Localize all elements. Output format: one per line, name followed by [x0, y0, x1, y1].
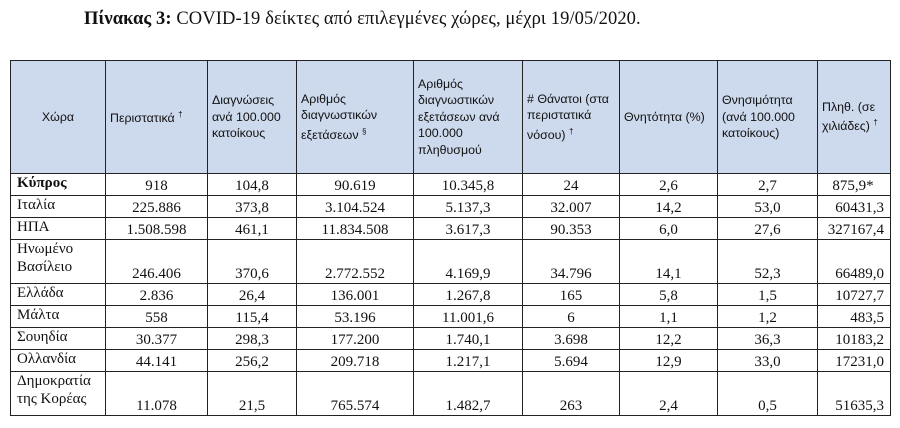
col-header-label: Αριθμός διαγνωστικών εξετάσεων	[301, 91, 378, 142]
value-cell: 26,4	[208, 284, 297, 306]
value-cell: 373,8	[208, 196, 297, 218]
country-cell: Σουηδία	[11, 328, 106, 350]
value-cell: 52,3	[718, 240, 818, 284]
value-cell: 21,5	[208, 372, 297, 416]
country-cell: Δημοκρατία της Κορέας	[11, 372, 106, 416]
col-header-cases	[106, 61, 208, 174]
value-cell: 90.353	[523, 218, 620, 240]
value-cell: 209.718	[297, 350, 414, 372]
col-header-label: Θνησιμότητα (ανά 100.000 κατοίκους)	[722, 93, 795, 141]
col-header-label: Διαγνώσεις ανά 100.000 κατοίκους	[212, 93, 281, 141]
value-cell: 6	[523, 306, 620, 328]
country-cell: Ιταλία	[11, 196, 106, 218]
country-cell	[11, 174, 106, 196]
value-cell: 0,5	[718, 372, 818, 416]
table-row	[11, 196, 891, 218]
value-cell: 27,6	[718, 218, 818, 240]
value-cell: 32.007	[523, 196, 620, 218]
col-header-country	[11, 61, 106, 174]
col-header-label: Πληθ. (σε χιλιάδες)	[822, 99, 876, 134]
country-cell: Ηνωμένο Βασίλειο	[11, 240, 106, 284]
value-cell: 5.694	[523, 350, 620, 372]
value-cell: 51635,3	[818, 372, 891, 416]
value-cell: 12,9	[620, 350, 718, 372]
value-cell: 44.141	[106, 350, 208, 372]
col-header-tests	[297, 61, 414, 174]
value-cell: 765.574	[297, 372, 414, 416]
value-cell: 10183,2	[818, 328, 891, 350]
col-header-tests-per-100k	[414, 61, 523, 174]
value-cell: 3.698	[523, 328, 620, 350]
col-header-label: # Θάνατοι (στα περιστατικά νόσου)	[527, 91, 609, 142]
value-cell: 1,2	[718, 306, 818, 328]
table-row	[11, 350, 891, 372]
table-row	[11, 240, 891, 284]
col-header-population	[818, 61, 891, 174]
value-cell: 246.406	[106, 240, 208, 284]
table-row	[11, 306, 891, 328]
country-cell: Μάλτα	[11, 306, 106, 328]
value-cell: 14,1	[620, 240, 718, 284]
value-cell: 10.345,8	[414, 174, 523, 196]
value-cell: 53.196	[297, 306, 414, 328]
col-header-deaths	[523, 61, 620, 174]
table-row	[11, 218, 891, 240]
value-cell: 1,5	[718, 284, 818, 306]
value-cell: 225.886	[106, 196, 208, 218]
value-cell: 53,0	[718, 196, 818, 218]
value-cell: 177.200	[297, 328, 414, 350]
table-row	[11, 328, 891, 350]
caption-text: COVID-19 δείκτες από επιλεγμένες χώρες, μέχρι 19/05/2020.	[176, 9, 641, 29]
highlighted-country: Κύπρος	[17, 175, 67, 191]
value-cell: 4.169,9	[414, 240, 523, 284]
value-cell: 298,3	[208, 328, 297, 350]
col-header-label: Περιστατικά	[110, 111, 175, 126]
value-cell: 875,9*	[818, 174, 891, 196]
table-row	[11, 174, 891, 196]
header-row	[11, 61, 891, 174]
footnote-mark: †	[178, 110, 183, 120]
value-cell: 461,1	[208, 218, 297, 240]
col-header-case-fatality	[620, 61, 718, 174]
value-cell: 33,0	[718, 350, 818, 372]
value-cell: 34.796	[523, 240, 620, 284]
value-cell: 11.001,6	[414, 306, 523, 328]
value-cell: 256,2	[208, 350, 297, 372]
value-cell: 1.740,1	[414, 328, 523, 350]
value-cell: 115,4	[208, 306, 297, 328]
value-cell: 558	[106, 306, 208, 328]
value-cell: 370,6	[208, 240, 297, 284]
value-cell: 12,2	[620, 328, 718, 350]
country-cell: ΗΠΑ	[11, 218, 106, 240]
value-cell: 5,8	[620, 284, 718, 306]
value-cell: 60431,3	[818, 196, 891, 218]
value-cell: 2.836	[106, 284, 208, 306]
col-header-label: Θνητότητα (%)	[624, 109, 705, 124]
value-cell: 918	[106, 174, 208, 196]
value-cell: 14,2	[620, 196, 718, 218]
table-row	[11, 284, 891, 306]
value-cell: 263	[523, 372, 620, 416]
value-cell: 327167,4	[818, 218, 891, 240]
value-cell: 6,0	[620, 218, 718, 240]
country-cell: Ολλανδία	[11, 350, 106, 372]
value-cell: 66489,0	[818, 240, 891, 284]
value-cell: 30.377	[106, 328, 208, 350]
value-cell: 1.482,7	[414, 372, 523, 416]
value-cell: 483,5	[818, 306, 891, 328]
value-cell: 2,7	[718, 174, 818, 196]
value-cell: 3.104.524	[297, 196, 414, 218]
col-header-label: Αριθμός διαγνωστικών εξετάσεων ανά 100.000 πληθυσμού	[418, 76, 500, 157]
caption-label: Πίνακας 3:	[84, 9, 172, 29]
value-cell: 1.508.598	[106, 218, 208, 240]
value-cell: 36,3	[718, 328, 818, 350]
value-cell: 104,8	[208, 174, 297, 196]
country-cell: Ελλάδα	[11, 284, 106, 306]
value-cell: 1,1	[620, 306, 718, 328]
footnote-mark: †	[873, 118, 878, 128]
col-header-diagnoses-per-100k	[208, 61, 297, 174]
value-cell: 136.001	[297, 284, 414, 306]
value-cell: 17231,0	[818, 350, 891, 372]
value-cell: 2,4	[620, 372, 718, 416]
value-cell: 165	[523, 284, 620, 306]
value-cell: 1.217,1	[414, 350, 523, 372]
value-cell: 2.772.552	[297, 240, 414, 284]
value-cell: 5.137,3	[414, 196, 523, 218]
col-header-label: Χώρα	[41, 109, 75, 124]
value-cell: 2,6	[620, 174, 718, 196]
value-cell: 90.619	[297, 174, 414, 196]
table-body	[11, 174, 891, 416]
footnote-mark: §	[361, 126, 367, 136]
value-cell: 3.617,3	[414, 218, 523, 240]
value-cell: 10727,7	[818, 284, 891, 306]
value-cell: 11.078	[106, 372, 208, 416]
table-row	[11, 372, 891, 416]
footnote-mark: †	[568, 126, 574, 136]
col-header-mortality	[718, 61, 818, 174]
value-cell: 24	[523, 174, 620, 196]
table-caption	[84, 9, 641, 30]
value-cell: 11.834.508	[297, 218, 414, 240]
covid-indicators-table	[10, 60, 891, 416]
value-cell: 1.267,8	[414, 284, 523, 306]
